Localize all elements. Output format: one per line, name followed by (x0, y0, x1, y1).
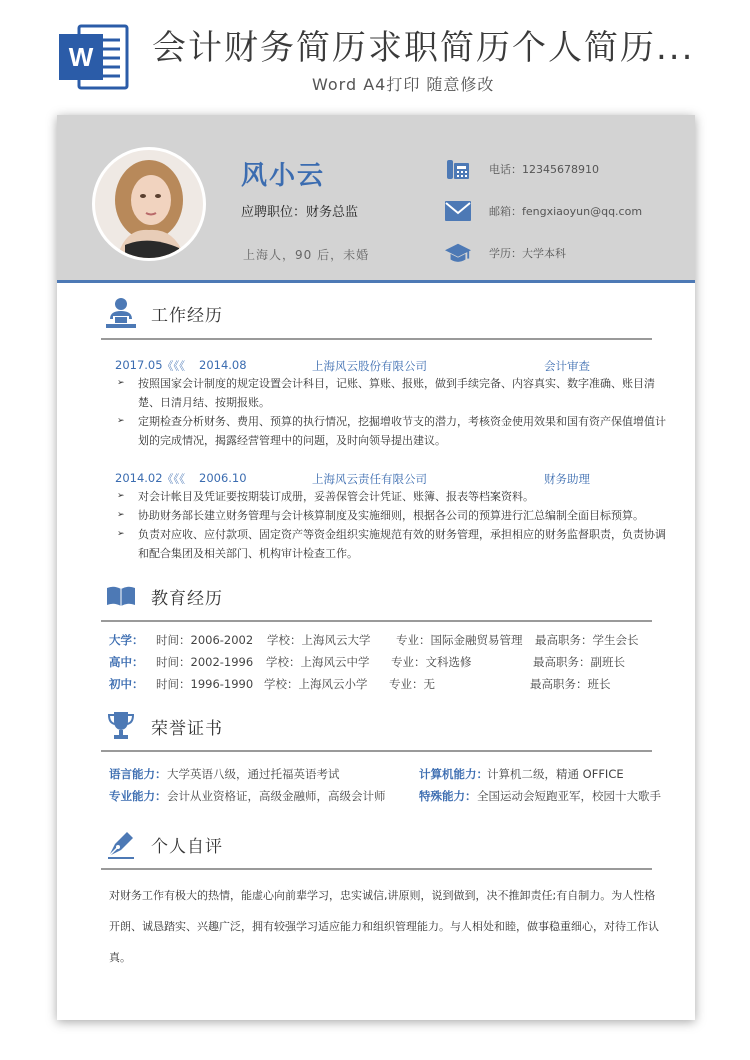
open-book-icon (105, 580, 137, 612)
job-title: 会计审查 (544, 359, 590, 373)
email-text: 邮箱：fengxiaoyun@qq.com (489, 205, 643, 218)
document-title: 会计财务简历求职简历个人简历... (152, 28, 695, 68)
arrow-bullet-icon: ➢ (117, 491, 125, 501)
section-divider (101, 620, 652, 622)
applied-position: 应聘职位：财务总监 (241, 205, 359, 220)
contact-education (445, 241, 566, 265)
svg-text:W: W (68, 42, 94, 72)
job-company: 上海风云股份有限公司 (312, 359, 427, 373)
job-separator: 《《《 (162, 472, 185, 486)
job-bullet: ➢ 定期检查分析财务、费用、预算的执行情况，挖掘增收节支的潜力，考核资金使用效果和国有资产保值增值计划的完成情况，揭露经营管理中的问题，及时向领导提出建议。 (117, 412, 667, 450)
job-end: 2006.10 (199, 471, 247, 485)
arrow-bullet-icon: ➢ (117, 378, 125, 388)
job-title: 财务助理 (544, 472, 590, 486)
phone-icon (445, 157, 471, 181)
header-banner (0, 0, 750, 110)
job-bullet: ➢ 协助财务部长建立财务管理与会计核算制度及实施细则，根据各公司的预算进行汇总编制全面目标预算。 (117, 506, 667, 525)
job-bullet: ➢ 负责对应收、应付款项、固定资产等资金组织实施规范有效的财务管理，承担相应的财务监督职责，负责协调和配合集团及相关部门、机构审计检查工作。 (117, 525, 667, 563)
avatar (92, 147, 206, 261)
section-title-honors: 荣誉证书 (151, 718, 223, 739)
arrow-bullet-icon: ➢ (117, 529, 125, 539)
arrow-bullet-icon: ➢ (117, 510, 125, 520)
contact-phone (445, 157, 599, 181)
section-self (105, 826, 223, 862)
job-bullet: ➢ 按照国家会计制度的规定设置会计科目，记账、算账、报账，做到手续完备、内容真实、数字准确、账目清楚、日清月结、按期报账。 (117, 374, 667, 412)
job-company: 上海风云责任有限公司 (312, 472, 427, 486)
job-separator: 《《《 (162, 359, 185, 373)
section-divider (101, 868, 652, 870)
trophy-icon (105, 710, 137, 742)
education-text: 学历：大学本科 (489, 247, 566, 260)
job-end: 2014.08 (199, 358, 247, 372)
section-honors (105, 708, 223, 744)
contact-email (445, 199, 642, 223)
job-bullet: ➢ 对会计帐目及凭证要按期装订成册，妥善保管会计凭证、账簿、报表等档案资料。 (117, 487, 667, 506)
section-education (105, 578, 223, 614)
section-title-work: 工作经历 (151, 305, 223, 326)
resume-page (57, 115, 695, 1020)
section-work (105, 295, 223, 331)
job-start: 2014.02 (115, 471, 163, 485)
document-subtitle: Word A4打印 随意修改 (312, 75, 495, 94)
section-title-self: 个人自评 (151, 836, 223, 857)
honor-row: 专业能力： 会计从业资格证，高级金融师，高级会计师 特殊能力： 全国运动会短跑亚军，校园十大歌手 (109, 789, 661, 803)
honor-row: 语言能力： 大学英语八级，通过托福英语考试 计算机能力： 计算机二级，精通 OFFICE (109, 767, 624, 781)
phone-text: 电话：12345678910 (489, 163, 599, 176)
worker-icon (105, 297, 137, 329)
self-evaluation-text: 对财务工作有极大的热情，能虚心向前辈学习，忠实诚信,讲原则，说到做到，决不推卸责任;有自制力。为人性格开朗、诚恳踏实、兴趣广泛，拥有较强学习适应能力和组织管理能力。与人相处和睦，做事稳重细心，对待工作认真。 (109, 889, 659, 964)
graduation-cap-icon (445, 241, 471, 265)
job-start: 2017.05 (115, 358, 163, 372)
section-divider (101, 750, 652, 752)
word-doc-icon (57, 20, 131, 94)
arrow-bullet-icon: ➢ (117, 416, 125, 426)
pen-icon (105, 828, 137, 860)
education-row: 大学： 时间：2006-2002 学校：上海风云大学 专业：国际金融贸易管理 最高职务：学生会长 (109, 633, 639, 647)
basic-info: 上海人，90 后，未婚 (243, 248, 370, 262)
mail-icon (445, 199, 471, 223)
profile-header (57, 115, 695, 283)
section-title-education: 教育经历 (151, 588, 223, 609)
education-row: 初中： 时间：1996-1990 学校：上海风云小学 专业：无 最高职务：班长 (109, 677, 611, 691)
candidate-name: 风小云 (241, 161, 326, 191)
education-row: 高中： 时间：2002-1996 学校：上海风云中学 专业：文科选修 最高职务：副班长 (109, 655, 625, 669)
section-divider (101, 338, 652, 340)
